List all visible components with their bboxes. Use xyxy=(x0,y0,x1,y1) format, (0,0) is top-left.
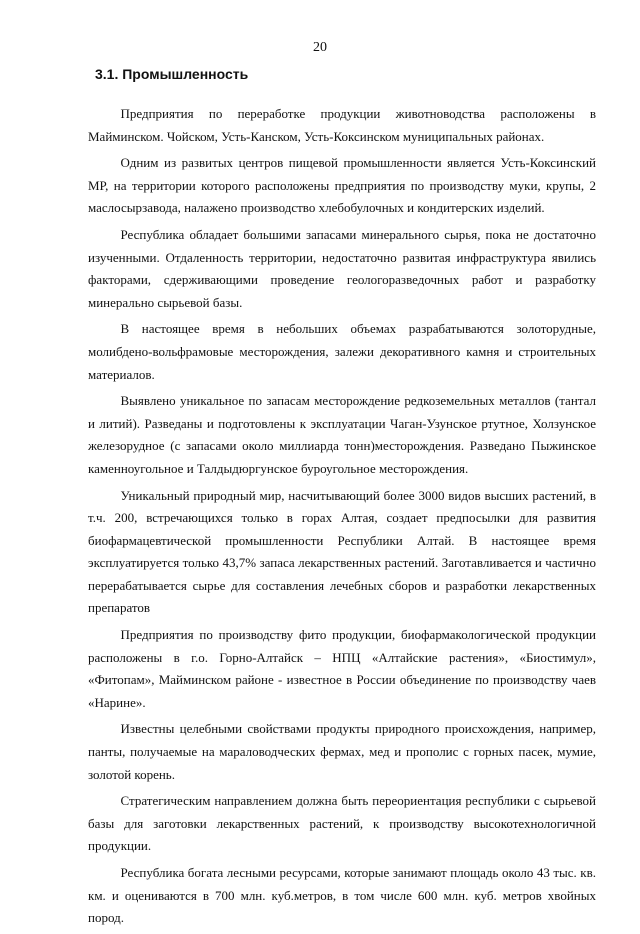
page-number: 20 xyxy=(313,40,327,55)
paragraph-rare-earth-deposits: Выявлено уникальное по запасам месторождение редкоземельных металлов (тантал и литий). Разведаны и подготовлены к эксплуатации Чаган-Узунское ртутное, Холзунское железорудное (с запасами около миллиарда тонн)месторождения. Разведано Пыжинское каменноугольное и Талдыдюргунское буроугольное месторождения. xyxy=(88,393,596,476)
paragraph-forest-resources: Республика богата лесными ресурсами, которые занимают площадь около 43 тыс. кв. км. и оцениваются в 700 млн. куб.метров, в том числе 600 млн. куб. метров хвойных пород. xyxy=(88,865,596,926)
paragraph-livestock-processing: Предприятия по переработке продукции животноводства расположены в Майминском. Чойском, Усть-Канском, Усть-Коксинском муниципальных районах. xyxy=(88,106,596,144)
paragraph-mineral-resources: Республика обладает большими запасами минерального сырья, пока не достаточно изученными. Отдаленность территории, недостаточно развитая инфраструктура явились факторами, сдерживающими проведение геологоразведочных работ и разработку минерально сырьевой базы. xyxy=(88,226,596,310)
paragraph-phyto-enterprises: Предприятия по производству фито продукции, биофармакологической продукции расположены в г.о. Горно-Алтайск – НПЦ «Алтайские растения», «Биостимул», «Фитопам», Майминском районе - известное в России объединение по производству чаев «Нарине». xyxy=(88,627,596,710)
body-text xyxy=(88,103,596,934)
paragraph-plant-world: Уникальный природный мир, насчитывающий более 3000 видов высших растений, в т.ч. 200, встречающихся только в горах Алтая, создает предпосылки для развития биофармацевтической промышленности Республики Алтай. В настоящее время эксплуатируется только 43,7% запаса лекарственных растений. Заготавливается и частично перерабатывается сырье для составления лечебных сборов и разработки лекарственных препаратов xyxy=(88,487,596,616)
paragraph-strategic-direction: Стратегическим направлением должна быть переориентация республики с сырьевой базы для заготовки лекарственных растений, к производству высокотехнологичной продукции. xyxy=(88,793,596,854)
paragraph-food-industry: Одним из развитых центров пищевой промышленности является Усть-Коксинский МР, на территории которого расположены предприятия по производству муки, крупы, 2 маслосырзавода, налажено производство хлебобулочных и кондитерских изделий. xyxy=(88,155,596,216)
paragraph-deposits-mining: В настоящее время в небольших объемах разрабатываются золоторудные, молибдено-вольфрамовые месторождения, залежи декоративного камня и строительных материалов. xyxy=(88,321,596,382)
section-heading: 3.1. Промышленность xyxy=(95,66,249,82)
paragraph-natural-products: Известны целебными свойствами продукты природного происхождения, например, панты, получаемые на мараловодческих фермах, мед и прополис с горных пасек, мумие, золотой корень. xyxy=(88,721,596,782)
